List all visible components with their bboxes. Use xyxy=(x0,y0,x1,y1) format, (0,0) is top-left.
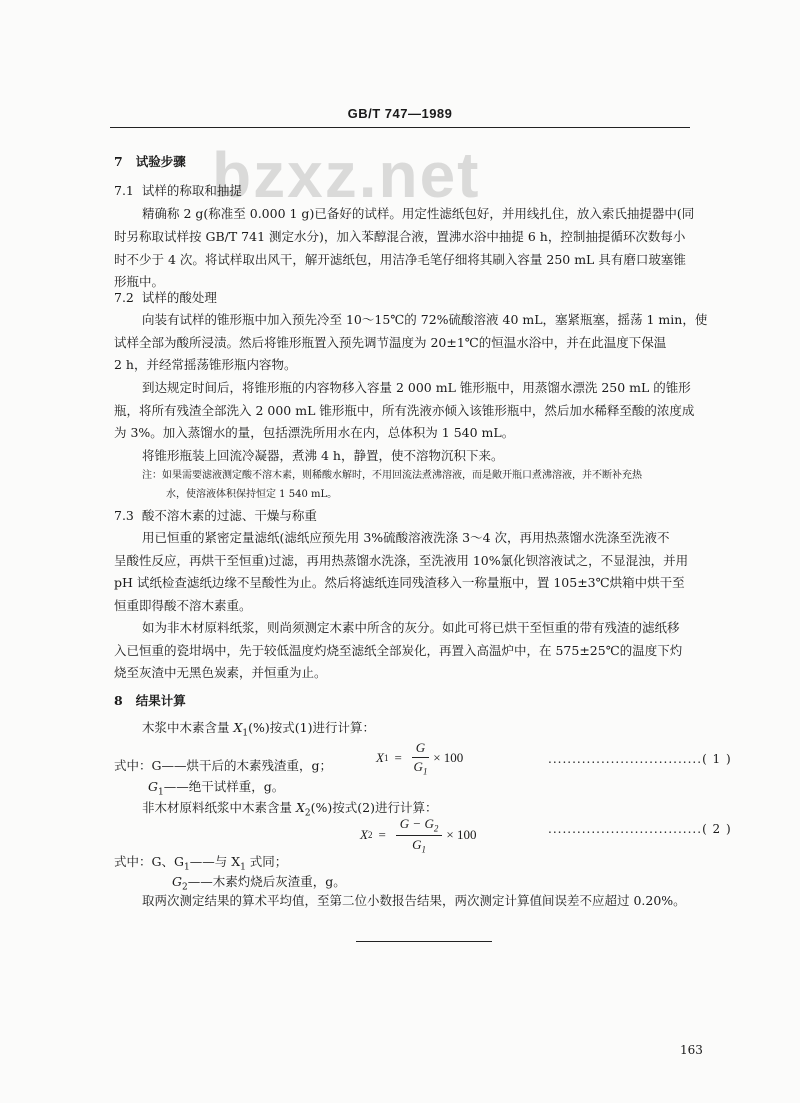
section-title: 结果计算 xyxy=(135,693,186,708)
subscript: 2 xyxy=(433,823,439,834)
denominator xyxy=(414,758,428,777)
formula-2 xyxy=(360,816,476,854)
numerator xyxy=(396,816,443,836)
note-line: 水，使溶液体积保持恒定 1 540 mL。 xyxy=(166,489,338,500)
subscript: 1 xyxy=(158,787,164,798)
paragraph-line: 取两次测定结果的算术平均值，至第二位小数报告结果，两次测定计算值间误差不应超过 0.20%。 xyxy=(142,893,686,908)
paragraph-line: 呈酸性反应，再烘干至恒重)过滤，再用热蒸馏水洗涤，至洗液用 10%氯化钡溶液试之，不显混浊，并用 xyxy=(114,553,689,568)
paragraph-line: 烧至灰渣中无黑色炭素，并恒重为止。 xyxy=(114,665,327,680)
variable: G xyxy=(412,836,422,852)
section-number: 7.3 xyxy=(114,508,134,523)
text: ——绝干试样重，g。 xyxy=(163,779,285,794)
section-7-3-heading xyxy=(114,508,317,523)
paragraph-line: 向装有试样的锥形瓶中加入预先冷至 10～15℃的 72%硫酸溶液 40 mL，塞紧瓶塞，摇荡 1 min，使 xyxy=(142,312,708,327)
section-7-1-heading xyxy=(114,183,242,198)
expression: G − G xyxy=(399,816,434,831)
subscript: 2 xyxy=(182,882,188,893)
paragraph-line: 用已恒重的紧密定量滤纸(滤纸应预先用 3%硫酸溶液洗涤 3～4 次，再用热蒸馏水洗涤至洗液不 xyxy=(142,530,670,545)
equals-sign: = xyxy=(394,750,402,766)
header-divider xyxy=(110,127,690,128)
note-line: 注：如果需要滤液测定酸不溶木素，则稀酸水解时，不用回流法煮沸溶液，而是敞开瓶口煮沸溶液，并不断补充热 xyxy=(142,470,642,481)
where-line xyxy=(172,874,346,893)
paragraph-line: 到达规定时间后，将锥形瓶的内容物移入容量 2 000 mL 锥形瓶中，用蒸馏水漂洗 250 mL 的锥形 xyxy=(142,380,691,395)
section-number: 8 xyxy=(114,693,123,708)
subscript: 1 xyxy=(242,728,249,739)
section-number: 7.2 xyxy=(114,290,134,305)
denominator xyxy=(412,836,426,855)
subscript: 1 xyxy=(183,862,190,873)
paragraph-line: 时另称取试样按 GB/T 741 测定水分)，加入苯醇混合液，置沸水浴中抽提 6 h，控制抽提循环次数每小 xyxy=(114,229,686,244)
text: 式中：G、G xyxy=(114,854,184,869)
text: 木浆中木素含量 xyxy=(142,720,234,735)
paragraph-line: 如为非木材原料纸浆，则尚须测定木素中所含的灰分。如此可将已烘干至恒重的带有残渣的滤纸移 xyxy=(142,620,680,635)
section-number: 7.1 xyxy=(114,183,134,198)
section-title: 试验步骤 xyxy=(135,154,186,169)
variable: X xyxy=(295,800,305,815)
where-line xyxy=(114,854,287,873)
text: 式同； xyxy=(245,854,288,869)
multiplier: × 100 xyxy=(433,750,464,766)
section-7-2-heading xyxy=(114,290,217,305)
numerator: G xyxy=(412,740,429,758)
watermark-text: bzxz.net xyxy=(212,139,481,211)
text: ——木素灼烧后灰渣重，g。 xyxy=(187,874,346,889)
text: (%)按式(2)进行计算： xyxy=(310,800,438,815)
section-8-heading xyxy=(114,693,186,708)
section-title: 酸不溶木素的过滤、干燥与称重 xyxy=(141,508,317,523)
section-number: 7 xyxy=(114,154,123,169)
paragraph-line: 恒重即得酸不溶木素重。 xyxy=(114,598,252,613)
section-7-heading xyxy=(114,154,186,169)
where-line: 式中：G——烘干后的木素残渣重，g； xyxy=(114,758,332,773)
formula-1 xyxy=(376,740,463,777)
variable: G xyxy=(413,759,423,774)
formula-2-number: ................................( 2 ) xyxy=(548,822,732,836)
paragraph-line: pH 试纸检查滤纸边缘不呈酸性为止。然后将滤纸连同残渣移入一称量瓶中，置 105±3℃烘箱中烘干至 xyxy=(114,575,685,590)
where-line xyxy=(148,779,284,798)
variable: X xyxy=(376,750,384,766)
paragraph-line: 精确称 2 g(称准至 0.000 1 g)已备好的试样。用定性滤纸包好，并用线扎住，放入索氏抽提器中(同 xyxy=(142,206,695,221)
subscript: 1 xyxy=(383,753,389,764)
paragraph-line: 为 3%。加入蒸馏水的量，包括漂洗所用水在内，总体积为 1 540 mL。 xyxy=(114,425,515,440)
equals-sign: = xyxy=(378,827,386,843)
variable: X xyxy=(360,827,368,843)
subscript: 2 xyxy=(367,830,373,841)
subscript: 2 xyxy=(304,808,311,819)
footer-divider xyxy=(356,941,492,942)
subscript: 1 xyxy=(422,766,428,777)
subscript: 1 xyxy=(240,862,246,873)
subscript: 1 xyxy=(421,844,427,855)
paragraph-line: 瓶，将所有残渣全部洗入 2 000 mL 锥形瓶中，所有洗液亦倾入该锥形瓶中，然后加水稀释至酸的浓度成 xyxy=(114,403,695,418)
variable: X xyxy=(233,720,243,735)
fraction xyxy=(396,816,443,854)
paragraph-line: 试样全部为酸所浸渍。然后将锥形瓶置入预先调节温度为 20±1℃的恒温水浴中，并在此温度下保温 xyxy=(114,335,667,350)
formula-1-intro xyxy=(142,720,375,739)
section-title: 试样的称取和抽提 xyxy=(141,183,242,198)
paragraph-line: 入已恒重的瓷坩埚中，先于较低温度灼烧至滤纸全部炭化，再置入高温炉中，在 575±25℃的温度下灼 xyxy=(114,643,683,658)
text: 非木材原料纸浆中木素含量 xyxy=(142,800,296,815)
variable: G xyxy=(172,874,182,889)
page-number: 163 xyxy=(680,1043,703,1057)
paragraph-line: 时不少于 4 次。将试样取出风干，解开滤纸包，用洁净毛笔仔细将其刷入容量 250 mL 具有磨口玻塞锥 xyxy=(114,252,686,267)
standard-code-header: GB/T 747—1989 xyxy=(347,106,453,121)
formula-1-number: ................................( 1 ) xyxy=(548,752,732,766)
text: ——与 X xyxy=(189,854,241,869)
paragraph-line: 2 h，并经常摇荡锥形瓶内容物。 xyxy=(114,357,297,372)
text: (%)按式(1)进行计算： xyxy=(248,720,375,735)
section-title: 试样的酸处理 xyxy=(141,290,217,305)
fraction xyxy=(412,740,429,777)
paragraph-line: 将锥形瓶装上回流冷凝器，煮沸 4 h，静置，使不溶物沉积下来。 xyxy=(142,448,504,463)
multiplier: × 100 xyxy=(446,827,477,843)
paragraph-line: 形瓶中。 xyxy=(114,274,165,289)
variable: G xyxy=(148,779,158,794)
